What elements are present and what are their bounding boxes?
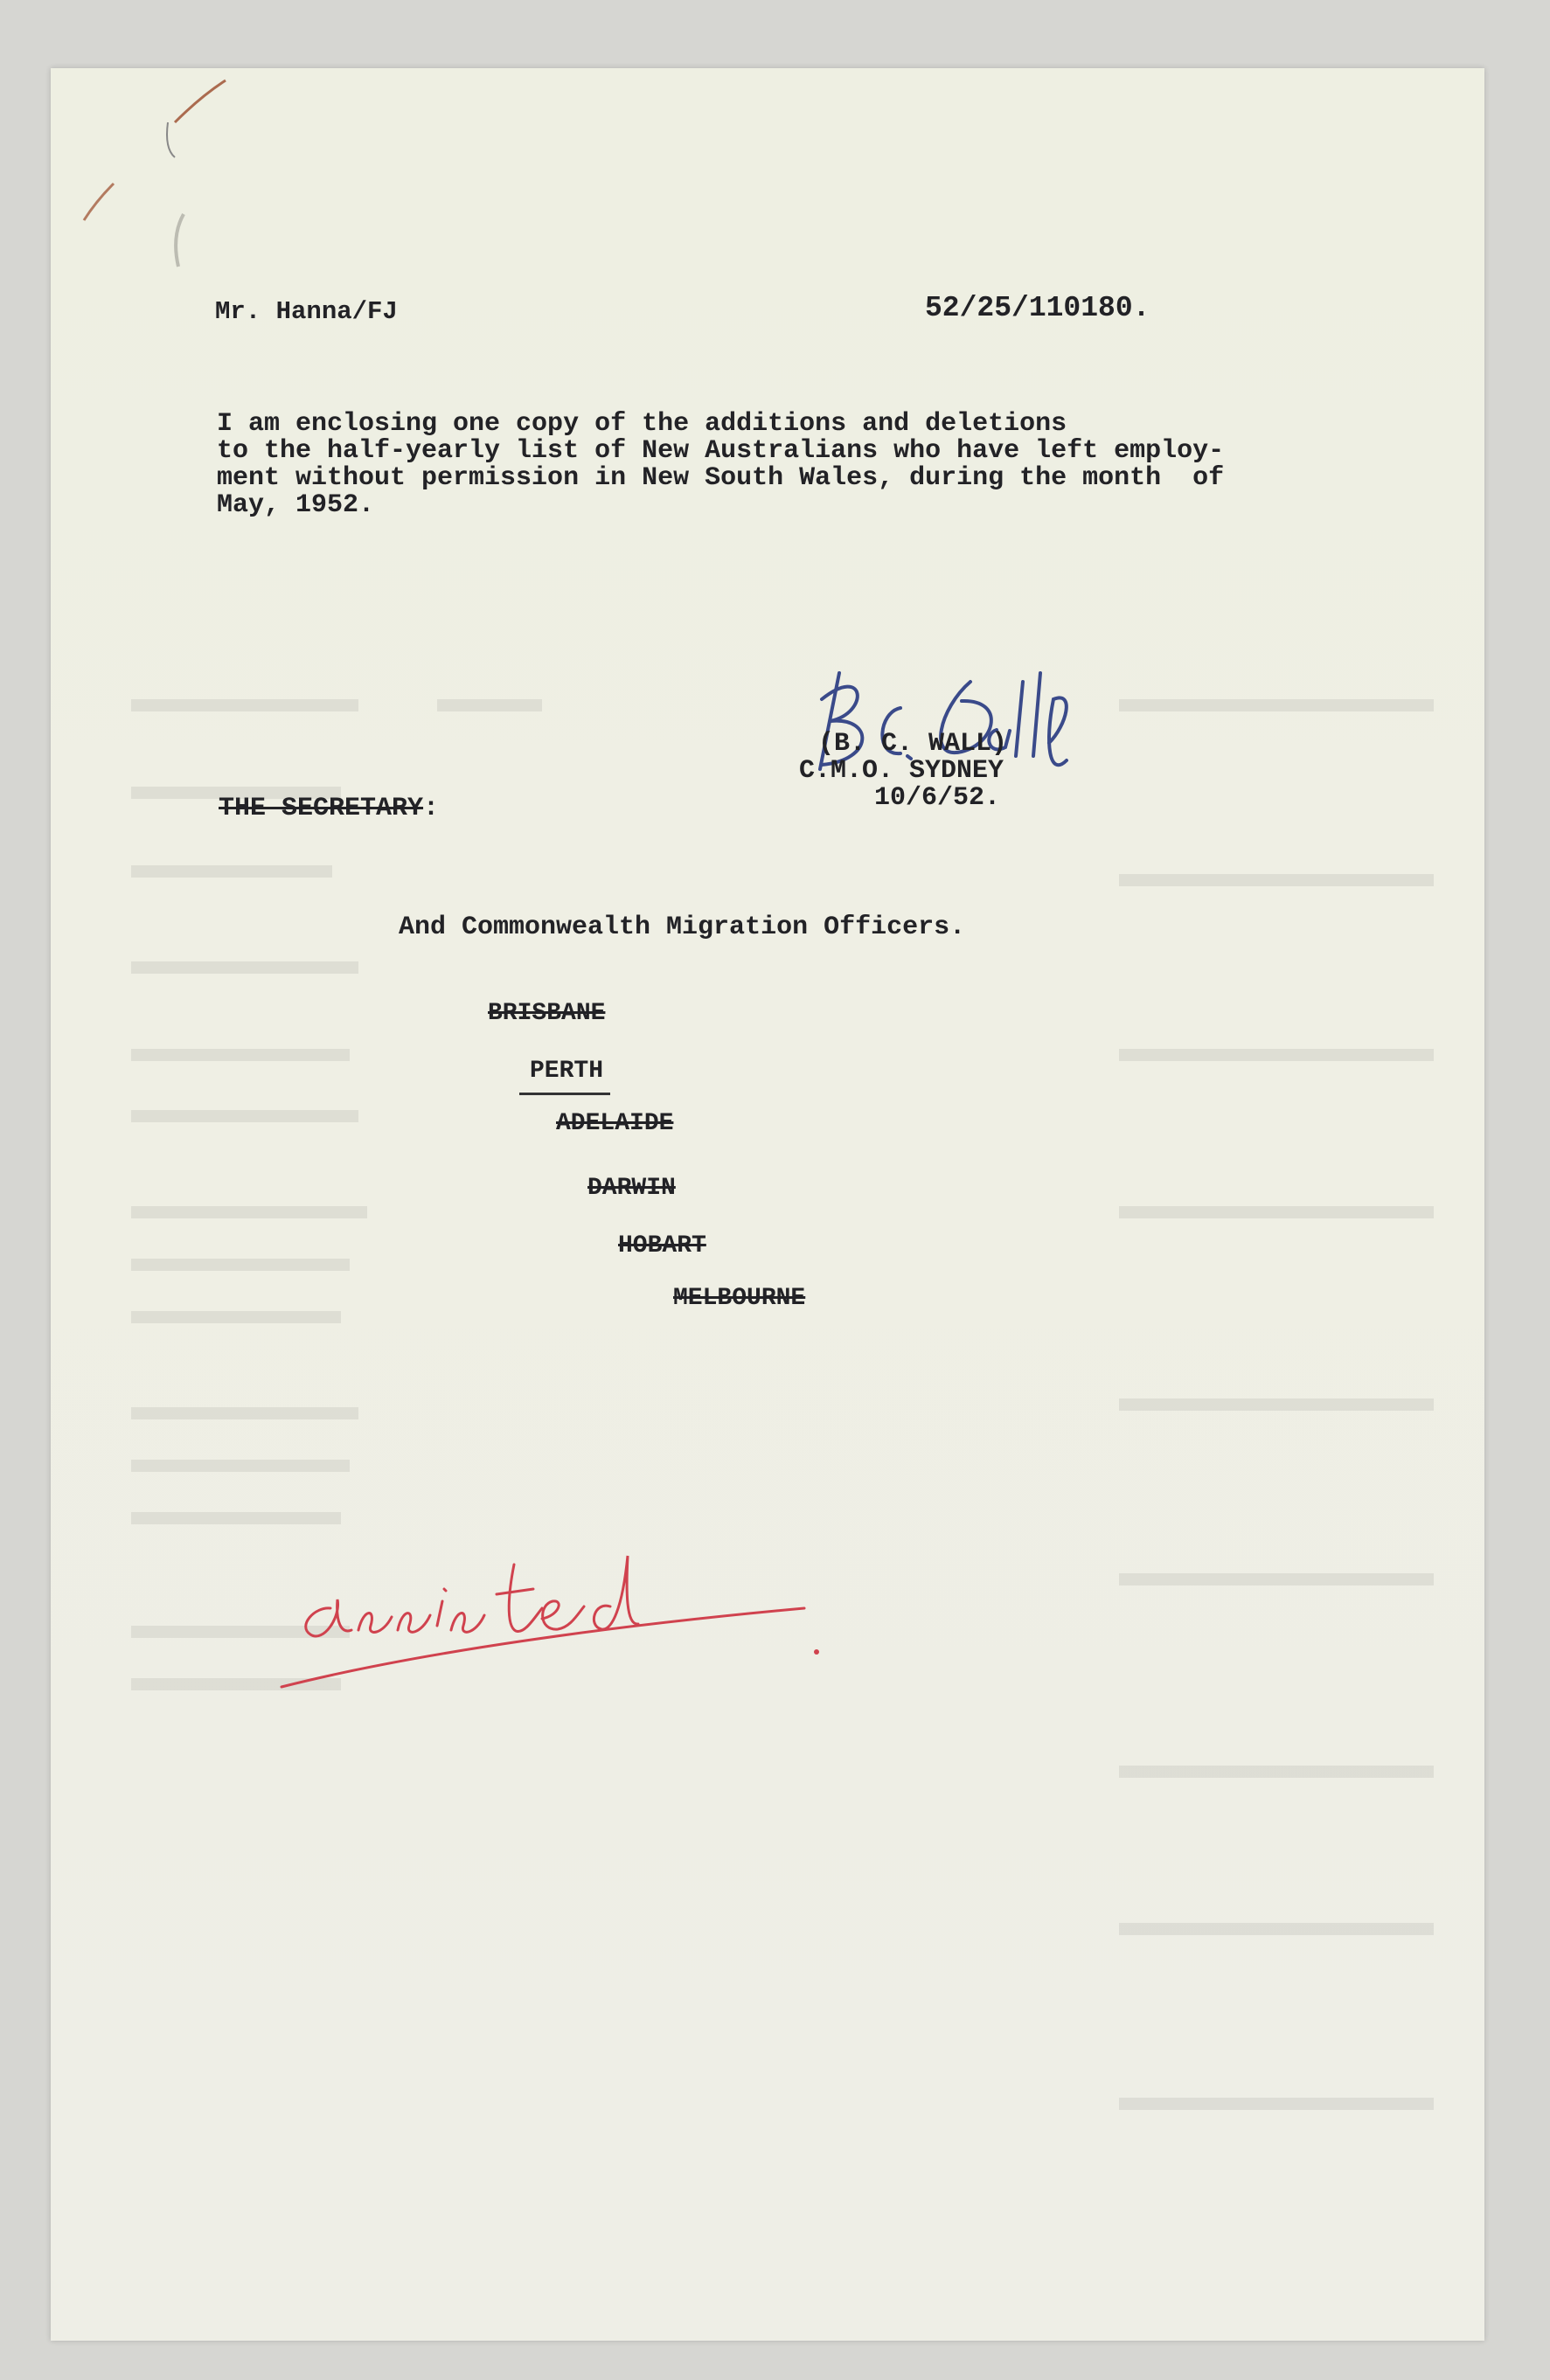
city-adelaide: ADELAIDE bbox=[556, 1110, 674, 1137]
letter-body: I am enclosing one copy of the additions and deletions to the half-yearly list of New Australians who have left employ- ment without permission in New South Wales, during the month of May, 1952. bbox=[217, 409, 1225, 520]
city-hobart: HOBART bbox=[618, 1232, 706, 1259]
addressee-colon: : bbox=[423, 794, 440, 823]
addressee-struck: THE SECRETARY bbox=[219, 794, 424, 823]
perth-underline bbox=[519, 1093, 610, 1095]
signature-block bbox=[754, 731, 1007, 812]
author-initials: Mr. Hanna/FJ bbox=[215, 297, 398, 326]
city-darwin: DARWIN bbox=[587, 1175, 676, 1202]
city-brisbane: BRISBANE bbox=[488, 1000, 606, 1027]
signatory-name: (B. C. WALL) bbox=[818, 729, 1008, 759]
signature-date: 10/6/52. bbox=[874, 783, 1001, 813]
handwritten-annotation-assisted bbox=[280, 1503, 962, 1696]
signatory-office: C.M.O. SYDNEY bbox=[799, 756, 1004, 786]
distribution-line: And Commonwealth Migration Officers. bbox=[399, 912, 966, 942]
city-melbourne: MELBOURNE bbox=[673, 1285, 806, 1312]
city-perth: PERTH bbox=[530, 1058, 604, 1085]
addressee bbox=[219, 794, 439, 823]
file-reference: 52/25/110180. bbox=[925, 292, 1150, 324]
